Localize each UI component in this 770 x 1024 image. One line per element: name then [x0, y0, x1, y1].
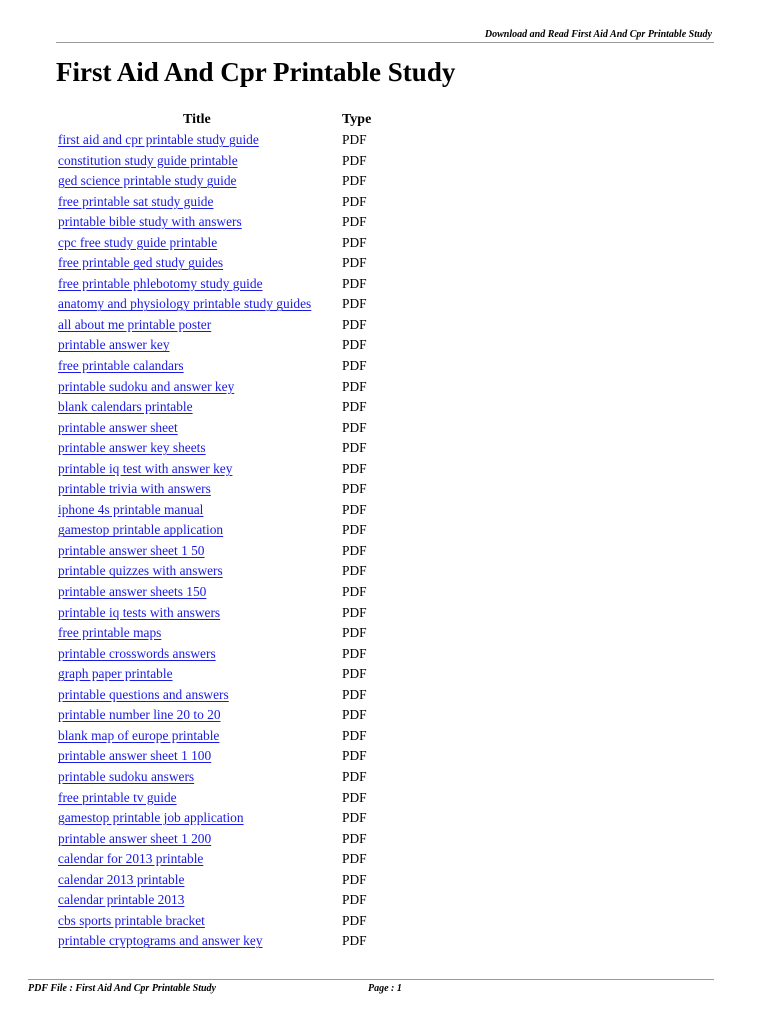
document-title-link[interactable]: free printable sat study guide [58, 193, 214, 209]
document-type-label: PDF [342, 501, 367, 517]
header-rule [56, 42, 714, 43]
document-type-label: PDF [342, 707, 367, 723]
document-type-label: PDF [342, 173, 367, 189]
list-item [0, 294, 770, 315]
list-item [0, 561, 770, 582]
list-item [0, 500, 770, 521]
list-item [0, 479, 770, 500]
document-type-label: PDF [342, 851, 367, 867]
document-type-label: PDF [342, 296, 367, 312]
document-title-link[interactable]: printable number line 20 to 20 [58, 707, 221, 723]
list-item [0, 315, 770, 336]
document-type-label: PDF [342, 789, 367, 805]
document-title-link[interactable]: ged science printable study guide [58, 173, 237, 189]
list-item [0, 808, 770, 829]
document-title-link[interactable]: printable cryptograms and answer key [58, 933, 263, 949]
document-type-label: PDF [342, 563, 367, 579]
document-type-label: PDF [342, 132, 367, 147]
list-item [0, 890, 770, 911]
list-item [0, 192, 770, 213]
document-type-label: PDF [342, 933, 367, 949]
document-type-label: PDF [342, 214, 367, 230]
list-item [0, 274, 770, 295]
header-text: Download and Read First Aid And Cpr Printable Study [484, 29, 712, 40]
document-type-label: PDF [342, 337, 367, 353]
document-title-link[interactable]: free printable maps [58, 625, 162, 641]
document-title-link[interactable]: printable answer sheet 1 200 [58, 830, 212, 846]
document-type-label: PDF [342, 686, 367, 702]
document-title-link[interactable]: free printable calandars [58, 358, 184, 374]
page-title: First Aid And Cpr Printable Study [56, 57, 456, 87]
list-item [0, 911, 770, 932]
list-item [0, 377, 770, 398]
document-type-label: PDF [342, 460, 367, 476]
document-title-link[interactable]: printable quizzes with answers [58, 563, 223, 579]
list-item [0, 520, 770, 541]
document-type-label: PDF [342, 625, 367, 641]
document-type-label: PDF [342, 748, 367, 764]
document-title-link[interactable]: gamestop printable application [58, 522, 224, 538]
document-title-link[interactable]: calendar for 2013 printable [58, 851, 204, 867]
document-type-label: PDF [342, 234, 367, 250]
list-item [0, 397, 770, 418]
document-type-label: PDF [342, 255, 367, 271]
document-type-label: PDF [342, 481, 367, 497]
list-item [0, 603, 770, 624]
document-title-link[interactable]: graph paper printable [58, 666, 173, 682]
document-title-link[interactable]: printable sudoku and answer key [58, 378, 235, 394]
list-item [0, 870, 770, 891]
document-title-link[interactable]: printable questions and answers [58, 686, 229, 702]
document-title-link[interactable]: constitution study guide printable [58, 152, 238, 168]
footer-page-number: Page : 1 [368, 983, 402, 994]
document-title-link[interactable]: free printable ged study guides [58, 255, 224, 271]
column-header-type: Type [342, 112, 372, 127]
document-title-link[interactable]: printable answer sheet [58, 419, 178, 435]
document-list [0, 130, 770, 952]
footer-file-label: PDF File : First Aid And Cpr Printable Study [28, 983, 216, 994]
list-item [0, 788, 770, 809]
document-title-link[interactable]: calendar 2013 printable [58, 871, 185, 887]
list-item [0, 644, 770, 665]
list-item [0, 849, 770, 870]
document-title-link[interactable]: printable sudoku answers [58, 768, 195, 784]
document-type-label: PDF [342, 378, 367, 394]
list-item [0, 582, 770, 603]
list-item [0, 459, 770, 480]
document-title-link[interactable]: free printable tv guide [58, 789, 177, 805]
list-item [0, 829, 770, 850]
document-type-label: PDF [342, 584, 367, 600]
document-type-label: PDF [342, 604, 367, 620]
document-type-label: PDF [342, 727, 367, 743]
document-title-link[interactable]: printable trivia with answers [58, 481, 211, 497]
document-type-label: PDF [342, 440, 367, 456]
document-title-link[interactable]: calendar printable 2013 [58, 892, 185, 908]
document-type-label: PDF [342, 152, 367, 168]
column-header-title: Title [183, 112, 211, 127]
list-item [0, 438, 770, 459]
document-type-label: PDF [342, 810, 367, 826]
document-title-link[interactable]: printable answer sheet 1 50 [58, 542, 205, 558]
list-item [0, 212, 770, 233]
list-item [0, 151, 770, 172]
document-type-label: PDF [342, 275, 367, 291]
document-type-label: PDF [342, 193, 367, 209]
list-item [0, 685, 770, 706]
list-item [0, 233, 770, 254]
list-item [0, 746, 770, 767]
document-title-link[interactable]: cpc free study guide printable [58, 234, 218, 250]
list-item [0, 931, 770, 952]
document-type-label: PDF [342, 358, 367, 374]
list-item [0, 664, 770, 685]
document-title-link[interactable]: iphone 4s printable manual [58, 501, 204, 517]
document-title-link[interactable]: printable answer key sheets [58, 440, 206, 456]
document-title-link[interactable]: printable iq tests with answers [58, 604, 221, 620]
list-item [0, 541, 770, 562]
document-type-label: PDF [342, 666, 367, 682]
document-title-link[interactable]: printable answer key [58, 337, 170, 353]
document-type-label: PDF [342, 419, 367, 435]
document-type-label: PDF [342, 892, 367, 908]
document-title-link[interactable]: printable answer sheet 1 100 [58, 748, 212, 764]
list-item [0, 253, 770, 274]
list-item [0, 130, 770, 151]
document-title-link[interactable]: printable crosswords answers [58, 645, 216, 661]
list-item [0, 623, 770, 644]
list-item [0, 335, 770, 356]
document-type-label: PDF [342, 871, 367, 887]
document-type-label: PDF [342, 645, 367, 661]
document-type-label: PDF [342, 912, 367, 928]
document-title-link[interactable]: printable answer sheets 150 [58, 584, 207, 600]
document-type-label: PDF [342, 316, 367, 332]
document-title-link[interactable]: anatomy and physiology printable study guides [58, 296, 312, 312]
document-title-link[interactable]: printable bible study with answers [58, 214, 242, 230]
document-type-label: PDF [342, 830, 367, 846]
document-type-label: PDF [342, 399, 367, 415]
document-title-link[interactable]: blank calendars printable [58, 399, 193, 415]
list-item [0, 705, 770, 726]
list-item [0, 171, 770, 192]
list-item [0, 726, 770, 747]
list-item [0, 356, 770, 377]
document-title-link[interactable]: all about me printable poster [58, 316, 212, 332]
document-title-link[interactable]: printable iq test with answer key [58, 460, 233, 476]
footer-rule [28, 979, 714, 980]
document-type-label: PDF [342, 542, 367, 558]
document-title-link[interactable]: blank map of europe printable [58, 727, 220, 743]
list-item [0, 418, 770, 439]
document-title-link[interactable]: cbs sports printable bracket [58, 912, 205, 928]
document-type-label: PDF [342, 522, 367, 538]
document-title-link[interactable]: first aid and cpr printable study guide [58, 132, 259, 147]
document-title-link[interactable]: free printable phlebotomy study guide [58, 275, 263, 291]
document-type-label: PDF [342, 768, 367, 784]
list-item [0, 767, 770, 788]
document-title-link[interactable]: gamestop printable job application [58, 810, 244, 826]
